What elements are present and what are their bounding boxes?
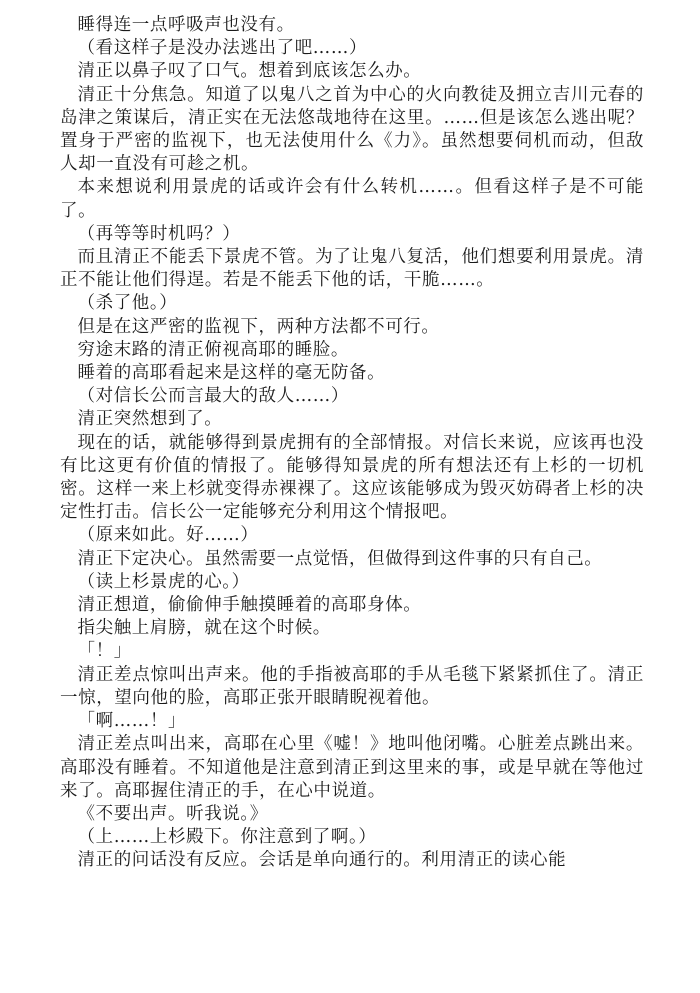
paragraph: （上……上杉殿下。你注意到了啊。） bbox=[77, 827, 377, 848]
paragraph: （读上杉景虎的心。） bbox=[77, 571, 250, 592]
paragraph: 清正的问话没有反应。会话是单向通行的。利用清正的读心能 bbox=[77, 850, 567, 871]
paragraph: 清正以鼻子叹了口气。想着到底该怎么办。 bbox=[77, 61, 422, 82]
paragraph: （再等等时机吗？） bbox=[77, 223, 241, 244]
paragraph: （看这样子是没办法逃出了吧……） bbox=[77, 38, 368, 59]
paragraph: 「！」 bbox=[77, 641, 132, 662]
paragraph: 清正十分焦急。知道了以鬼八之首为中心的火向教徒及拥立吉川元春的岛津之策谋后，清正实在无法悠哉地待在这里。……但是该怎么逃出呢？置身于严密的监视下，也无法使用什么《力》。虽然想要伺机而动，但敌人却一直没有可趁之机。 bbox=[60, 84, 644, 175]
paragraph: 本来想说利用景虎的话或许会有什么转机……。但看这样子是不可能了。 bbox=[60, 177, 644, 221]
paragraph: （原来如此。好……） bbox=[77, 525, 259, 546]
paragraph: 穷途末路的清正俯视高耶的睡脸。 bbox=[77, 339, 349, 360]
paragraph: 但是在这严密的监视下，两种方法都不可行。 bbox=[77, 316, 440, 337]
paragraph: 现在的话，就能够得到景虎拥有的全部情报。对信长来说，应该再也没有比这更有价值的情报了。能够得知景虎的所有想法还有上杉的一切机密。这样一来上杉就变得赤裸裸了。这应该能够成为毁灭妨碍者上杉的决定性打击。信长公一定能够充分利用这个情报吧。 bbox=[60, 432, 644, 523]
paragraph: 《不要出声。听我说。》 bbox=[77, 803, 268, 824]
paragraph: 清正差点叫出来，高耶在心里《嘘！》地叫他闭嘴。心脏差点跳出来。高耶没有睡着。不知道他是注意到清正到这里来的事，或是早就在等他过来了。高耶握住清正的手，在心中说道。 bbox=[60, 734, 644, 801]
paragraph: （对信长公而言最大的敌人……） bbox=[77, 386, 349, 407]
paragraph: 睡着的高耶看起来是这样的毫无防备。 bbox=[77, 363, 386, 384]
paragraph: 清正下定决心。虽然需要一点觉悟，但做得到这件事的只有自己。 bbox=[77, 548, 603, 569]
paragraph: 睡得连一点呼吸声也没有。 bbox=[77, 15, 295, 35]
paragraph: 指尖触上肩膀，就在这个时候。 bbox=[77, 618, 331, 639]
paragraph: 「啊……！」 bbox=[77, 711, 187, 732]
paragraph: 清正想道，偷偷伸手触摸睡着的高耶身体。 bbox=[77, 595, 422, 616]
paragraph: 而且清正不能丢下景虎不管。为了让鬼八复活，他们想要利用景虎。清正不能让他们得逞。若是不能丢下他的话，干脆……。 bbox=[60, 247, 644, 291]
paragraph: 清正差点惊叫出声来。他的手指被高耶的手从毛毯下紧紧抓住了。清正一惊，望向他的脸，高耶正张开眼睛睨视着他。 bbox=[60, 664, 644, 708]
paragraph: （杀了他。） bbox=[77, 293, 178, 314]
paragraph: 清正突然想到了。 bbox=[77, 409, 223, 430]
